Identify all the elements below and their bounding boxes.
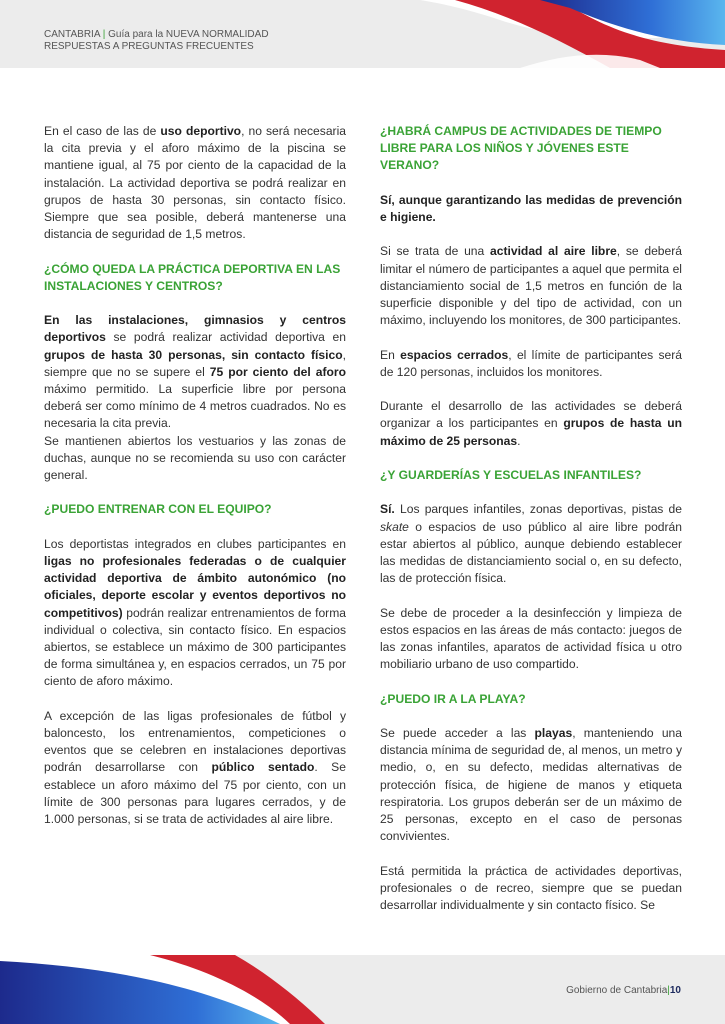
paragraph-uso-deportivo: En el caso de las de uso deportivo, no será necesaria la cita previa y el aforo máximo de la piscina se mantiene igual, al 75 por ciento de la capacidad de la instalación. La actividad deportiva se podrá realizar en grupos de hasta 30 personas, sin contacto físico. Siempre que sea posible, deberá mantenerse una distancia de seguridad de 1,5 metros. — [44, 124, 347, 242]
heading-playa: ¿PUEDO IR A LA PLAYA? — [380, 691, 526, 706]
paragraph-grupos: Durante el desarrollo de las actividades se deberá organizar a los participantes en grupos de hasta un máximo de 25 personas. — [380, 399, 682, 448]
footer-text — [566, 985, 681, 996]
paragraph-playas: Se puede acceder a las playas, manteniendo una distancia mínima de seguridad de, al menos, un metro y medio, o, en su defecto, medidas alternativas de protección física, de higiene de manos y etiqueta respiratoria. Los grupos deberán ser de un máximo de 25 personas, excepto en el caso de personas convivientes. — [380, 725, 683, 844]
footer-org: Gobierno de Cantabria — [566, 985, 668, 996]
paragraph-vestuarios: Se mantienen abiertos los vestuarios y las zonas de duchas, aunque no se recomienda su uso con carácter general. — [44, 433, 346, 483]
header-separator: | — [102, 29, 106, 40]
page-footer — [0, 955, 725, 1024]
heading-campus-actividades: ¿HABRÁ CAMPUS DE ACTIVIDADES DE TIEMPO LIBRE PARA LOS NIÑOS Y JÓVENES ESTE VERANO? — [380, 124, 662, 173]
paragraph-espacios-cerrados: En espacios cerrados, el límite de participantes será de 120 personas, incluidos los monitores. — [380, 347, 683, 379]
header-subtitle: Guía para la NUEVA NORMALIDAD — [108, 29, 269, 40]
page-number: 10 — [669, 985, 681, 996]
heading-entrenar-equipo: ¿PUEDO ENTRENAR CON EL EQUIPO? — [44, 502, 272, 517]
paragraph-ligas-profesionales: A excepción de las ligas profesionales de fútbol y baloncesto, los entrenamientos, competiciones o eventos que se celebren en instalaciones deportivas podrán desarrollarse con público sentado. Se establece un aforo máximo del 75 por ciento, con un límite de 300 personas para lugares cerrados, y de 1.000 personas, si se trata de actividades al aire libre. — [44, 708, 346, 827]
paragraph-deportistas-clubes: Los deportistas integrados en clubes participantes en ligas no profesionales federadas o de cualquier actividad deportiva de ámbito autonómico (no oficiales, deporte escolar y eventos deportivos no competitivos) podrán realizar entrenamientos de forma individual o colectiva, sin contacto físico. En espacios abiertos, se establece un máximo de 300 participantes de forma simultánea y, en espacios cerrados, un 75 por ciento de aforo máximo. — [44, 536, 346, 689]
paragraph-respuesta-campus: Sí, aunque garantizando las medidas de prevención e higiene. — [380, 192, 682, 224]
paragraph-parques-infantiles: Sí. Los parques infantiles, zonas deportivas, pistas de skate o espacios de uso público al aire libre podrán estar abiertos al público, aunque debiendo establecer las medidas de distanciamiento social o, en su defecto, las de protección física. — [380, 502, 682, 586]
header-brand: CANTABRIA — [44, 29, 100, 40]
header-line-1 — [44, 29, 269, 41]
paragraph-aire-libre: Si se trata de una actividad al aire libre, se deberá limitar el número de participantes a aquel que permita el distanciamiento social de 1,5 metros en función de la superficie disponible y del tipo de actividad, con un máximo, incluyendo los monitores, de 300 participantes. — [380, 244, 683, 328]
right-column — [380, 123, 682, 931]
bold-uso-deportivo: uso deportivo — [160, 124, 242, 138]
heading-guarderias: ¿Y GUARDERÍAS Y ESCUELAS INFANTILES? — [380, 467, 642, 482]
paragraph-actividades-deportivas: Está permitida la práctica de actividades deportivas, profesionales o de recreo, siempre que se puedan desarrollar individualmente y sin contacto físico. Se — [380, 863, 682, 912]
paragraph-desinfeccion: Se debe de proceder a la desinfección y limpieza de estos espacios en las áreas de más contacto: juegos de las zonas infantiles, aparatos de actividad física u otro mobiliario urbano de uso compartido. — [380, 605, 682, 672]
paragraph-instalaciones: En las instalaciones, gimnasios y centros deportivos se podrá realizar actividad deportiva en grupos de hasta 30 personas, sin contacto físico, siempre que no se supere el 75 por ciento del aforo máximo permitido. La superficie libre por persona deberá ser como mínimo de 4 metros cuadrados. No es necesaria la cita previa. — [44, 313, 346, 431]
page-header — [0, 0, 725, 68]
header-text — [44, 29, 269, 53]
footer-separator: | — [667, 985, 670, 996]
left-column — [44, 123, 346, 845]
heading-practica-deportiva: ¿CÓMO QUEDA LA PRÁCTICA DEPORTIVA EN LAS INSTALACIONES Y CENTROS? — [44, 261, 341, 293]
header-line-2: RESPUESTAS A PREGUNTAS FRECUENTES — [44, 41, 254, 52]
